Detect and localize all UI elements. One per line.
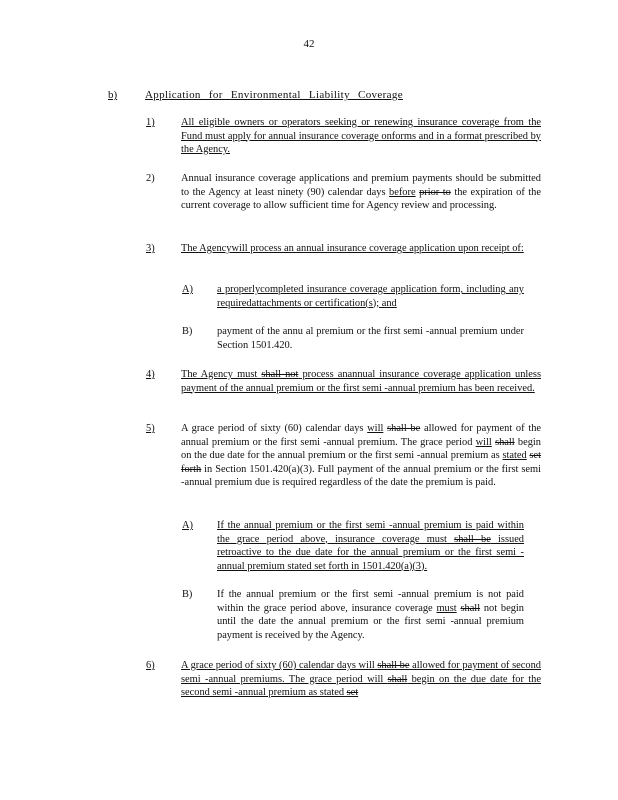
- item-text: [181, 422, 541, 490]
- deleted-text: shall: [387, 673, 408, 685]
- inserted-text: stated: [502, 450, 527, 461]
- text-run: If the annual premium or the first semi -annual premium is not paid within the grace period above, insurance coverage: [217, 589, 524, 614]
- text-run: A grace period of sixty (60) calendar days: [181, 423, 368, 434]
- deleted-text: shall be: [387, 423, 421, 434]
- deleted-text: shall be: [454, 533, 491, 545]
- text-run: The Agency must: [181, 369, 262, 380]
- inserted-text: before: [389, 186, 416, 198]
- sub-item-text: payment of the annu al premium or the first semi -annual premium under Section 1501.420.: [217, 326, 524, 351]
- text-run: not begin until the date the annual premium or the first semi -annual premium payment is received by the Agency.: [217, 602, 524, 641]
- sub-item-number: A): [182, 520, 193, 531]
- item-text: [181, 659, 541, 700]
- deleted-text: shall be: [377, 660, 410, 671]
- section-heading: [108, 89, 403, 101]
- section-label: b): [108, 89, 118, 101]
- deleted-text: shall: [460, 602, 481, 614]
- inserted-text: will: [475, 436, 492, 448]
- text-run: begin on the due date for the annual premium or the first semi -annual premium as: [181, 436, 541, 461]
- deleted-text: set: [346, 687, 359, 698]
- sub-item-text: [217, 519, 524, 573]
- text-run: A grace period of sixty (60) calendar days: [181, 660, 359, 671]
- text-run: If the annual premium or the first semi -annual premium is paid within the grace period above, insurance coverage must: [217, 520, 524, 545]
- inserted-text: must: [436, 602, 457, 614]
- item-number: 3): [146, 243, 155, 254]
- deleted-text: shall: [495, 436, 515, 448]
- deleted-text: set forth: [181, 450, 541, 475]
- item-number: 1): [146, 117, 155, 128]
- item-text: The Agencywill process an annual insurance coverage application upon receipt of:: [181, 243, 524, 254]
- sub-item-text: [217, 588, 524, 642]
- text-run: the expiration of the current coverage to allow sufficient time for Agency review and processing.: [181, 186, 541, 211]
- sub-item-number: B): [182, 326, 193, 337]
- text-run: issued retroactive to the due date for the annual premium or the first semi -annual premium stated set forth in 1501.420(a)(3).: [217, 533, 525, 572]
- text-run: begin on the due date for the second semi -annual premium as stated: [181, 673, 541, 698]
- item-text: All eligible owners or operators seeking or renewing insurance coverage from the Fund must apply for annual insurance coverage onforms and in a format prescribed by the Agency.: [181, 117, 541, 155]
- item-text: [181, 368, 541, 395]
- deleted-text: shall not: [261, 369, 299, 380]
- item-number: 6): [146, 660, 155, 671]
- text-run: process anannual insurance coverage application unless payment of the annual premium or the first semi -annual premium has been received.: [181, 369, 542, 394]
- text-run: Annual insurance coverage applications and premium payments should be submitted to the Agency at least ninety (90) calendar days: [181, 173, 541, 198]
- inserted-text: will: [358, 660, 375, 671]
- deleted-text: prior to: [419, 186, 451, 198]
- item-text: [181, 172, 541, 213]
- item-number: 4): [146, 369, 155, 380]
- inserted-text: will: [367, 423, 384, 434]
- item-number: 5): [146, 423, 155, 434]
- page-number: 42: [303, 38, 315, 50]
- text-run: allowed for payment of second semi -annual premiums. The grace period will: [181, 660, 541, 685]
- sub-item-text: a properlycompleted insurance coverage application form, including any requiredattachments or certification(s); and: [217, 284, 524, 309]
- text-run: allowed for payment of the annual premium or the first semi -annual premium. The grace period: [181, 423, 542, 448]
- sub-item-number: A): [182, 284, 193, 295]
- item-number: 2): [146, 173, 155, 184]
- sub-item-number: B): [182, 589, 193, 600]
- section-title: Application for Environmental Liability Coverage: [145, 89, 403, 101]
- text-run: in Section 1501.420(a)(3). Full payment of the annual premium or the first semi -annual premium due is required regardless of the date the premium is paid.: [181, 463, 541, 488]
